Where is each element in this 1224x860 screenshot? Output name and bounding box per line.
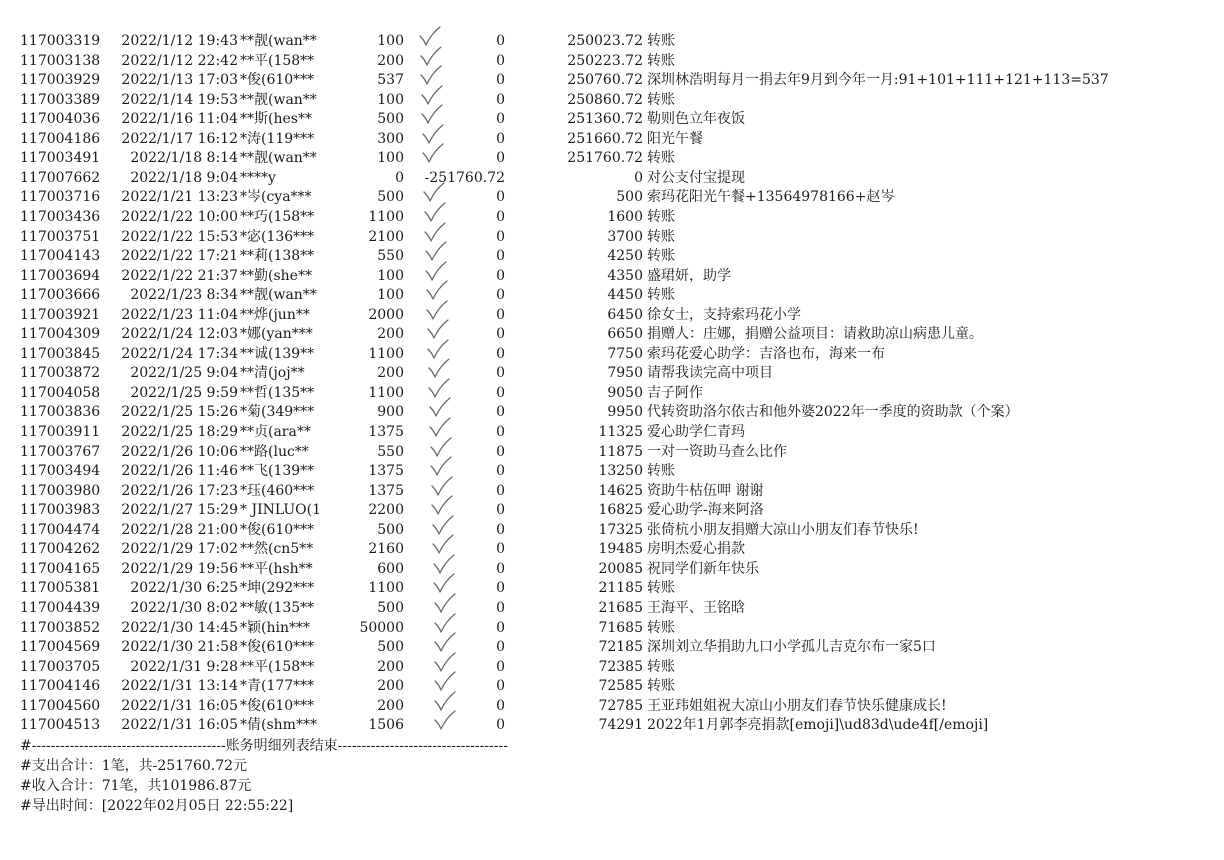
record-time: 2022/1/25 18:29 <box>121 424 238 440</box>
record-id: 117003694 <box>20 267 101 284</box>
record-time: 2022/1/22 15:53 <box>121 228 238 245</box>
record-time: 2022/1/14 19:53 <box>121 91 238 108</box>
record-time: 2022/1/23 8:34 <box>130 287 238 304</box>
record-income: 100 <box>377 150 404 167</box>
record-balance: 7750 <box>607 345 643 362</box>
record-balance: 21685 <box>598 599 643 616</box>
record-memo: 转账 <box>647 580 675 597</box>
record-balance: 9050 <box>607 384 643 401</box>
record-memo: 转账 <box>647 52 675 69</box>
record-expense: 0 <box>496 482 505 499</box>
record-income: 500 <box>377 639 404 656</box>
record-payer: *俊(610*** <box>240 697 315 714</box>
table-row <box>0 501 1224 521</box>
record-id: 117003491 <box>20 150 101 167</box>
record-memo: 爱心助学-海来阿洛 <box>647 502 764 519</box>
record-id: 117004186 <box>20 130 101 147</box>
record-id: 117007662 <box>20 169 101 186</box>
record-payer: **飞(139** <box>240 463 315 480</box>
record-expense: 0 <box>496 639 505 656</box>
record-payer: *俊(610*** <box>240 521 315 538</box>
record-expense: 0 <box>496 541 505 558</box>
record-payer: *宓(136*** <box>240 228 315 245</box>
record-payer: *俊(610*** <box>240 72 315 89</box>
record-income: 200 <box>377 52 404 69</box>
record-payer: *菊(349*** <box>240 404 315 421</box>
record-payer: **靓(wan** <box>240 91 317 108</box>
record-balance: 72385 <box>598 658 643 675</box>
end-of-list-divider: #-----------------------------------------账务明细列表结束------------------------------------ <box>20 738 508 754</box>
table-row <box>0 540 1224 560</box>
table-row <box>0 247 1224 267</box>
record-expense: 0 <box>496 208 505 225</box>
record-payer: *颖(hin*** <box>240 619 310 636</box>
table-row <box>0 208 1224 228</box>
record-memo: 勒则色立年夜饭 <box>647 111 745 128</box>
record-memo: 王海平、王铭晗 <box>647 599 745 616</box>
record-expense: 0 <box>496 306 505 323</box>
record-id: 117003852 <box>20 619 101 636</box>
record-memo: 转账 <box>647 91 675 108</box>
record-balance: 0 <box>634 169 643 186</box>
record-payer: ****y <box>240 169 276 186</box>
record-memo: 索玛花爱心助学：吉洛也布，海来一布 <box>647 345 885 362</box>
record-payer: **莉(138** <box>240 248 315 265</box>
record-income: 200 <box>377 697 404 714</box>
record-balance: 72585 <box>598 678 643 695</box>
record-income: 1100 <box>368 384 404 401</box>
record-balance: 13250 <box>598 463 643 480</box>
record-expense: 0 <box>496 619 505 636</box>
record-balance: 251660.72 <box>567 130 643 147</box>
record-payer: **平(hsh** <box>240 560 313 577</box>
record-expense: 0 <box>496 502 505 519</box>
record-time: 2022/1/31 9:28 <box>130 658 238 675</box>
record-income: 550 <box>377 443 404 460</box>
record-income: 2200 <box>368 502 404 519</box>
expense-total: #支出合计：1笔，共-251760.72元 <box>20 758 248 774</box>
record-id: 117003872 <box>20 365 101 382</box>
record-income: 200 <box>377 326 404 343</box>
table-row <box>0 599 1224 619</box>
record-balance: 3700 <box>607 228 643 245</box>
record-income: 1506 <box>368 717 404 734</box>
record-memo: 请帮我读完高中项目 <box>647 365 773 382</box>
record-income: 1375 <box>368 482 404 499</box>
record-id: 117004474 <box>20 521 101 538</box>
record-income: 1375 <box>368 424 404 440</box>
record-balance: 6650 <box>607 326 643 343</box>
record-balance: 4250 <box>607 248 643 265</box>
record-balance: 4350 <box>607 267 643 284</box>
record-payer: **烨(jun** <box>240 306 310 323</box>
record-expense: 0 <box>496 365 505 382</box>
record-time: 2022/1/22 17:21 <box>121 248 238 265</box>
table-row <box>0 443 1224 463</box>
income-total: #收入合计：71笔，共101986.87元 <box>20 778 252 794</box>
record-time: 2022/1/12 22:42 <box>121 52 238 69</box>
table-row <box>0 364 1224 384</box>
record-expense: 0 <box>496 521 505 538</box>
record-id: 117004036 <box>20 111 101 128</box>
record-payer: **贞(ara** <box>240 424 311 440</box>
record-time: 2022/1/30 6:25 <box>130 580 238 597</box>
record-id: 117003845 <box>20 345 101 362</box>
record-expense: 0 <box>496 228 505 245</box>
record-balance: 11875 <box>598 443 643 460</box>
record-payer: **勤(she** <box>240 267 312 284</box>
table-row <box>0 716 1224 736</box>
record-time: 2022/1/22 10:00 <box>121 208 238 225</box>
table-row <box>0 521 1224 541</box>
record-memo: 深圳刘立华捐助九口小学孤儿吉克尔布一家5口 <box>647 639 936 656</box>
record-payer: **靓(wan** <box>240 287 317 304</box>
record-memo: 转账 <box>647 287 675 304</box>
record-memo: 2022年1月郭李亮捐款[emoji]\ud83d\ude4f[/emoji] <box>647 717 989 734</box>
record-time: 2022/1/22 21:37 <box>121 267 238 284</box>
record-time: 2022/1/13 17:03 <box>121 72 238 89</box>
record-expense: 0 <box>496 345 505 362</box>
record-income: 100 <box>377 33 404 49</box>
record-memo: 一对一资助马查么比作 <box>647 443 787 460</box>
table-row <box>0 403 1224 423</box>
record-payer: **平(158** <box>240 658 315 675</box>
record-memo: 张倚杭小朋友捐赠大凉山小朋友们春节快乐! <box>647 521 919 538</box>
record-payer: *俊(610*** <box>240 639 315 656</box>
record-income: 550 <box>377 248 404 265</box>
record-time: 2022/1/29 19:56 <box>121 560 238 577</box>
record-time: 2022/1/28 21:00 <box>121 521 238 538</box>
record-id: 117004165 <box>20 560 101 577</box>
record-id: 117003751 <box>20 228 101 245</box>
record-payer: *涛(119*** <box>240 130 315 147</box>
record-id: 117004058 <box>20 384 101 401</box>
record-balance: 74291 <box>598 717 643 734</box>
record-balance: 19485 <box>598 541 643 558</box>
record-memo: 转账 <box>647 678 675 695</box>
record-id: 117003983 <box>20 502 101 519</box>
record-id: 117005381 <box>20 580 101 597</box>
record-income: 900 <box>377 404 404 421</box>
record-memo: 转账 <box>647 150 675 167</box>
record-income: 200 <box>377 658 404 675</box>
record-balance: 6450 <box>607 306 643 323</box>
table-row <box>0 188 1224 208</box>
record-expense: 0 <box>496 150 505 167</box>
record-time: 2022/1/18 9:04 <box>130 169 238 186</box>
record-memo: 盛珺妍，助学 <box>647 267 731 284</box>
record-income: 2000 <box>368 306 404 323</box>
record-expense: 0 <box>496 91 505 108</box>
record-expense: 0 <box>496 697 505 714</box>
record-payer: **诚(139** <box>240 345 315 362</box>
record-balance: 72185 <box>598 639 643 656</box>
table-row <box>0 91 1224 111</box>
record-memo: 王亚玮姐姐祝大凉山小朋友们春节快乐健康成长! <box>647 697 947 714</box>
record-expense: 0 <box>496 248 505 265</box>
record-time: 2022/1/24 12:03 <box>121 326 238 343</box>
record-time: 2022/1/30 8:02 <box>130 599 238 616</box>
record-balance: 250760.72 <box>567 72 643 89</box>
record-payer: **然(cn5** <box>240 541 314 558</box>
record-payer: **巧(158** <box>240 208 315 225</box>
table-row <box>0 345 1224 365</box>
record-memo: 转账 <box>647 208 675 225</box>
table-row <box>0 619 1224 639</box>
record-payer: **哲(135** <box>240 384 315 401</box>
record-income: 200 <box>377 365 404 382</box>
record-time: 2022/1/31 16:05 <box>121 697 238 714</box>
record-time: 2022/1/30 21:58 <box>121 639 238 656</box>
record-memo: 爱心助学仁青玛 <box>647 424 745 440</box>
record-payer: *娜(yan*** <box>240 326 313 343</box>
record-id: 117004143 <box>20 248 101 265</box>
record-time: 2022/1/12 19:43 <box>121 33 238 49</box>
record-payer: **敏(135** <box>240 599 315 616</box>
record-income: 50000 <box>359 619 404 636</box>
record-balance: 11325 <box>598 424 643 440</box>
table-row <box>0 149 1224 169</box>
record-income: 1375 <box>368 463 404 480</box>
record-time: 2022/1/18 8:14 <box>130 150 238 167</box>
record-id: 117003705 <box>20 658 101 675</box>
handwritten-checkmark-icon <box>431 710 461 732</box>
table-row <box>0 579 1224 599</box>
record-balance: 251760.72 <box>567 150 643 167</box>
record-id: 117003389 <box>20 91 101 108</box>
table-row <box>0 462 1224 482</box>
record-time: 2022/1/26 10:06 <box>121 443 238 460</box>
record-time: 2022/1/16 11:04 <box>121 111 238 128</box>
record-income: 100 <box>377 91 404 108</box>
record-balance: 500 <box>616 189 643 206</box>
record-balance: 20085 <box>598 560 643 577</box>
record-income: 200 <box>377 678 404 695</box>
record-expense: 0 <box>496 678 505 695</box>
record-income: 1100 <box>368 580 404 597</box>
table-row <box>0 306 1224 326</box>
record-payer: **平(158** <box>240 52 315 69</box>
record-balance: 21185 <box>598 580 643 597</box>
record-id: 117004513 <box>20 717 101 734</box>
record-memo: 捐赠人：庄娜，捐赠公益项目：请救助凉山病患儿童。 <box>647 326 983 343</box>
record-time: 2022/1/21 13:23 <box>121 189 238 206</box>
record-id: 117003980 <box>20 482 101 499</box>
record-income: 0 <box>395 169 404 186</box>
record-payer: *岑(cya*** <box>240 189 312 206</box>
record-expense: -251760.72 <box>424 169 505 186</box>
record-balance: 14625 <box>598 482 643 499</box>
record-balance: 251360.72 <box>567 111 643 128</box>
record-expense: 0 <box>496 189 505 206</box>
record-income: 100 <box>377 287 404 304</box>
record-time: 2022/1/31 13:14 <box>121 678 238 695</box>
record-expense: 0 <box>496 599 505 616</box>
record-expense: 0 <box>496 287 505 304</box>
record-income: 500 <box>377 111 404 128</box>
record-balance: 7950 <box>607 365 643 382</box>
record-expense: 0 <box>496 443 505 460</box>
record-income: 2160 <box>368 541 404 558</box>
record-memo: 房明杰爱心捐款 <box>647 541 745 558</box>
record-id: 117004439 <box>20 599 101 616</box>
record-expense: 0 <box>496 326 505 343</box>
record-time: 2022/1/27 15:29 <box>121 502 238 519</box>
table-row <box>0 384 1224 404</box>
record-id: 117003929 <box>20 72 101 89</box>
record-income: 1100 <box>368 208 404 225</box>
record-income: 300 <box>377 130 404 147</box>
record-expense: 0 <box>496 658 505 675</box>
record-expense: 0 <box>496 424 505 440</box>
record-balance: 250860.72 <box>567 91 643 108</box>
record-id: 117003716 <box>20 189 101 206</box>
record-payer: *倩(shm*** <box>240 717 317 734</box>
record-time: 2022/1/24 17:34 <box>121 345 238 362</box>
record-memo: 转账 <box>647 248 675 265</box>
record-balance: 1600 <box>607 208 643 225</box>
record-id: 117003921 <box>20 306 101 323</box>
record-balance: 9950 <box>607 404 643 421</box>
record-memo: 转账 <box>647 658 675 675</box>
record-id: 117003138 <box>20 52 101 69</box>
table-row <box>0 52 1224 72</box>
record-time: 2022/1/25 9:59 <box>130 384 238 401</box>
table-row <box>0 267 1224 287</box>
record-id: 117004560 <box>20 697 101 714</box>
table-row <box>0 638 1224 658</box>
record-memo: 转账 <box>647 619 675 636</box>
record-income: 537 <box>377 72 404 89</box>
table-row <box>0 110 1224 130</box>
record-payer: * JINLUO(1 <box>240 502 322 519</box>
record-expense: 0 <box>496 72 505 89</box>
record-expense: 0 <box>496 404 505 421</box>
record-balance: 250223.72 <box>567 52 643 69</box>
record-time: 2022/1/17 16:12 <box>121 130 238 147</box>
record-time: 2022/1/26 11:46 <box>121 463 238 480</box>
record-id: 117003836 <box>20 404 101 421</box>
record-income: 500 <box>377 189 404 206</box>
record-id: 117004569 <box>20 639 101 656</box>
export-time: #导出时间：[2022年02月05日 22:55:22] <box>20 798 294 814</box>
table-row <box>0 286 1224 306</box>
record-id: 117003494 <box>20 463 101 480</box>
record-income: 2100 <box>368 228 404 245</box>
record-balance: 72785 <box>598 697 643 714</box>
record-memo: 资助牛枯伍呷 谢谢 <box>647 482 764 499</box>
table-row <box>0 130 1224 150</box>
record-expense: 0 <box>496 560 505 577</box>
record-balance: 4450 <box>607 287 643 304</box>
record-payer: **靓(wan** <box>240 150 317 167</box>
record-id: 117004262 <box>20 541 101 558</box>
record-time: 2022/1/31 16:05 <box>121 717 238 734</box>
record-memo: 对公支付宝提现 <box>647 169 745 186</box>
record-balance: 71685 <box>598 619 643 636</box>
record-expense: 0 <box>496 580 505 597</box>
record-id: 117003436 <box>20 208 101 225</box>
record-expense: 0 <box>496 33 505 49</box>
table-row <box>0 658 1224 678</box>
record-expense: 0 <box>496 463 505 480</box>
record-memo: 徐女士，支持索玛花小学 <box>647 306 801 323</box>
handwritten-checkmark-icon <box>419 143 449 165</box>
record-expense: 0 <box>496 130 505 147</box>
record-expense: 0 <box>496 717 505 734</box>
record-memo: 转账 <box>647 33 675 49</box>
record-payer: *坤(292*** <box>240 580 315 597</box>
record-memo: 代转资助洛尔依古和他外婆2022年一季度的资助款（个案） <box>647 404 1019 421</box>
table-row <box>0 560 1224 580</box>
record-time: 2022/1/30 14:45 <box>121 619 238 636</box>
record-time: 2022/1/29 17:02 <box>121 541 238 558</box>
record-balance: 16825 <box>598 502 643 519</box>
record-payer: *青(177*** <box>240 678 315 695</box>
record-income: 100 <box>377 267 404 284</box>
record-time: 2022/1/25 9:04 <box>130 365 238 382</box>
table-row <box>0 697 1224 717</box>
record-payer: **路(luc** <box>240 443 309 460</box>
record-income: 500 <box>377 599 404 616</box>
record-id: 117003319 <box>20 33 101 49</box>
record-income: 1100 <box>368 345 404 362</box>
record-time: 2022/1/26 17:23 <box>121 482 238 499</box>
record-time: 2022/1/25 15:26 <box>121 404 238 421</box>
record-expense: 0 <box>496 384 505 401</box>
record-id: 117003767 <box>20 443 101 460</box>
table-row <box>0 32 1224 52</box>
record-memo: 深圳林浩明每月一捐去年9月到今年一月:91+101+111+121+113=537 <box>647 72 1109 89</box>
record-expense: 0 <box>496 52 505 69</box>
record-income: 500 <box>377 521 404 538</box>
record-id: 117003911 <box>20 424 101 440</box>
table-row <box>0 325 1224 345</box>
record-payer: **清(joj** <box>240 365 305 382</box>
table-row <box>0 423 1224 443</box>
table-row <box>0 71 1224 91</box>
record-expense: 0 <box>496 267 505 284</box>
table-row <box>0 482 1224 502</box>
record-payer: *珏(460*** <box>240 482 315 499</box>
record-memo: 转账 <box>647 463 675 480</box>
record-id: 117003666 <box>20 287 101 304</box>
record-income: 600 <box>377 560 404 577</box>
table-row <box>0 677 1224 697</box>
record-expense: 0 <box>496 111 505 128</box>
record-memo: 祝同学们新年快乐 <box>647 560 759 577</box>
record-payer: **靓(wan** <box>240 33 317 49</box>
record-balance: 250023.72 <box>567 33 643 49</box>
record-id: 117004146 <box>20 678 101 695</box>
record-balance: 17325 <box>598 521 643 538</box>
table-row <box>0 169 1224 189</box>
record-memo: 索玛花阳光午餐+13564978166+赵岑 <box>647 189 895 206</box>
record-time: 2022/1/23 11:04 <box>121 306 238 323</box>
record-memo: 阳光午餐 <box>647 130 703 147</box>
record-id: 117004309 <box>20 326 101 343</box>
record-memo: 转账 <box>647 228 675 245</box>
table-row <box>0 228 1224 248</box>
record-payer: **斯(hes** <box>240 111 312 128</box>
record-memo: 吉子阿作 <box>647 384 703 401</box>
